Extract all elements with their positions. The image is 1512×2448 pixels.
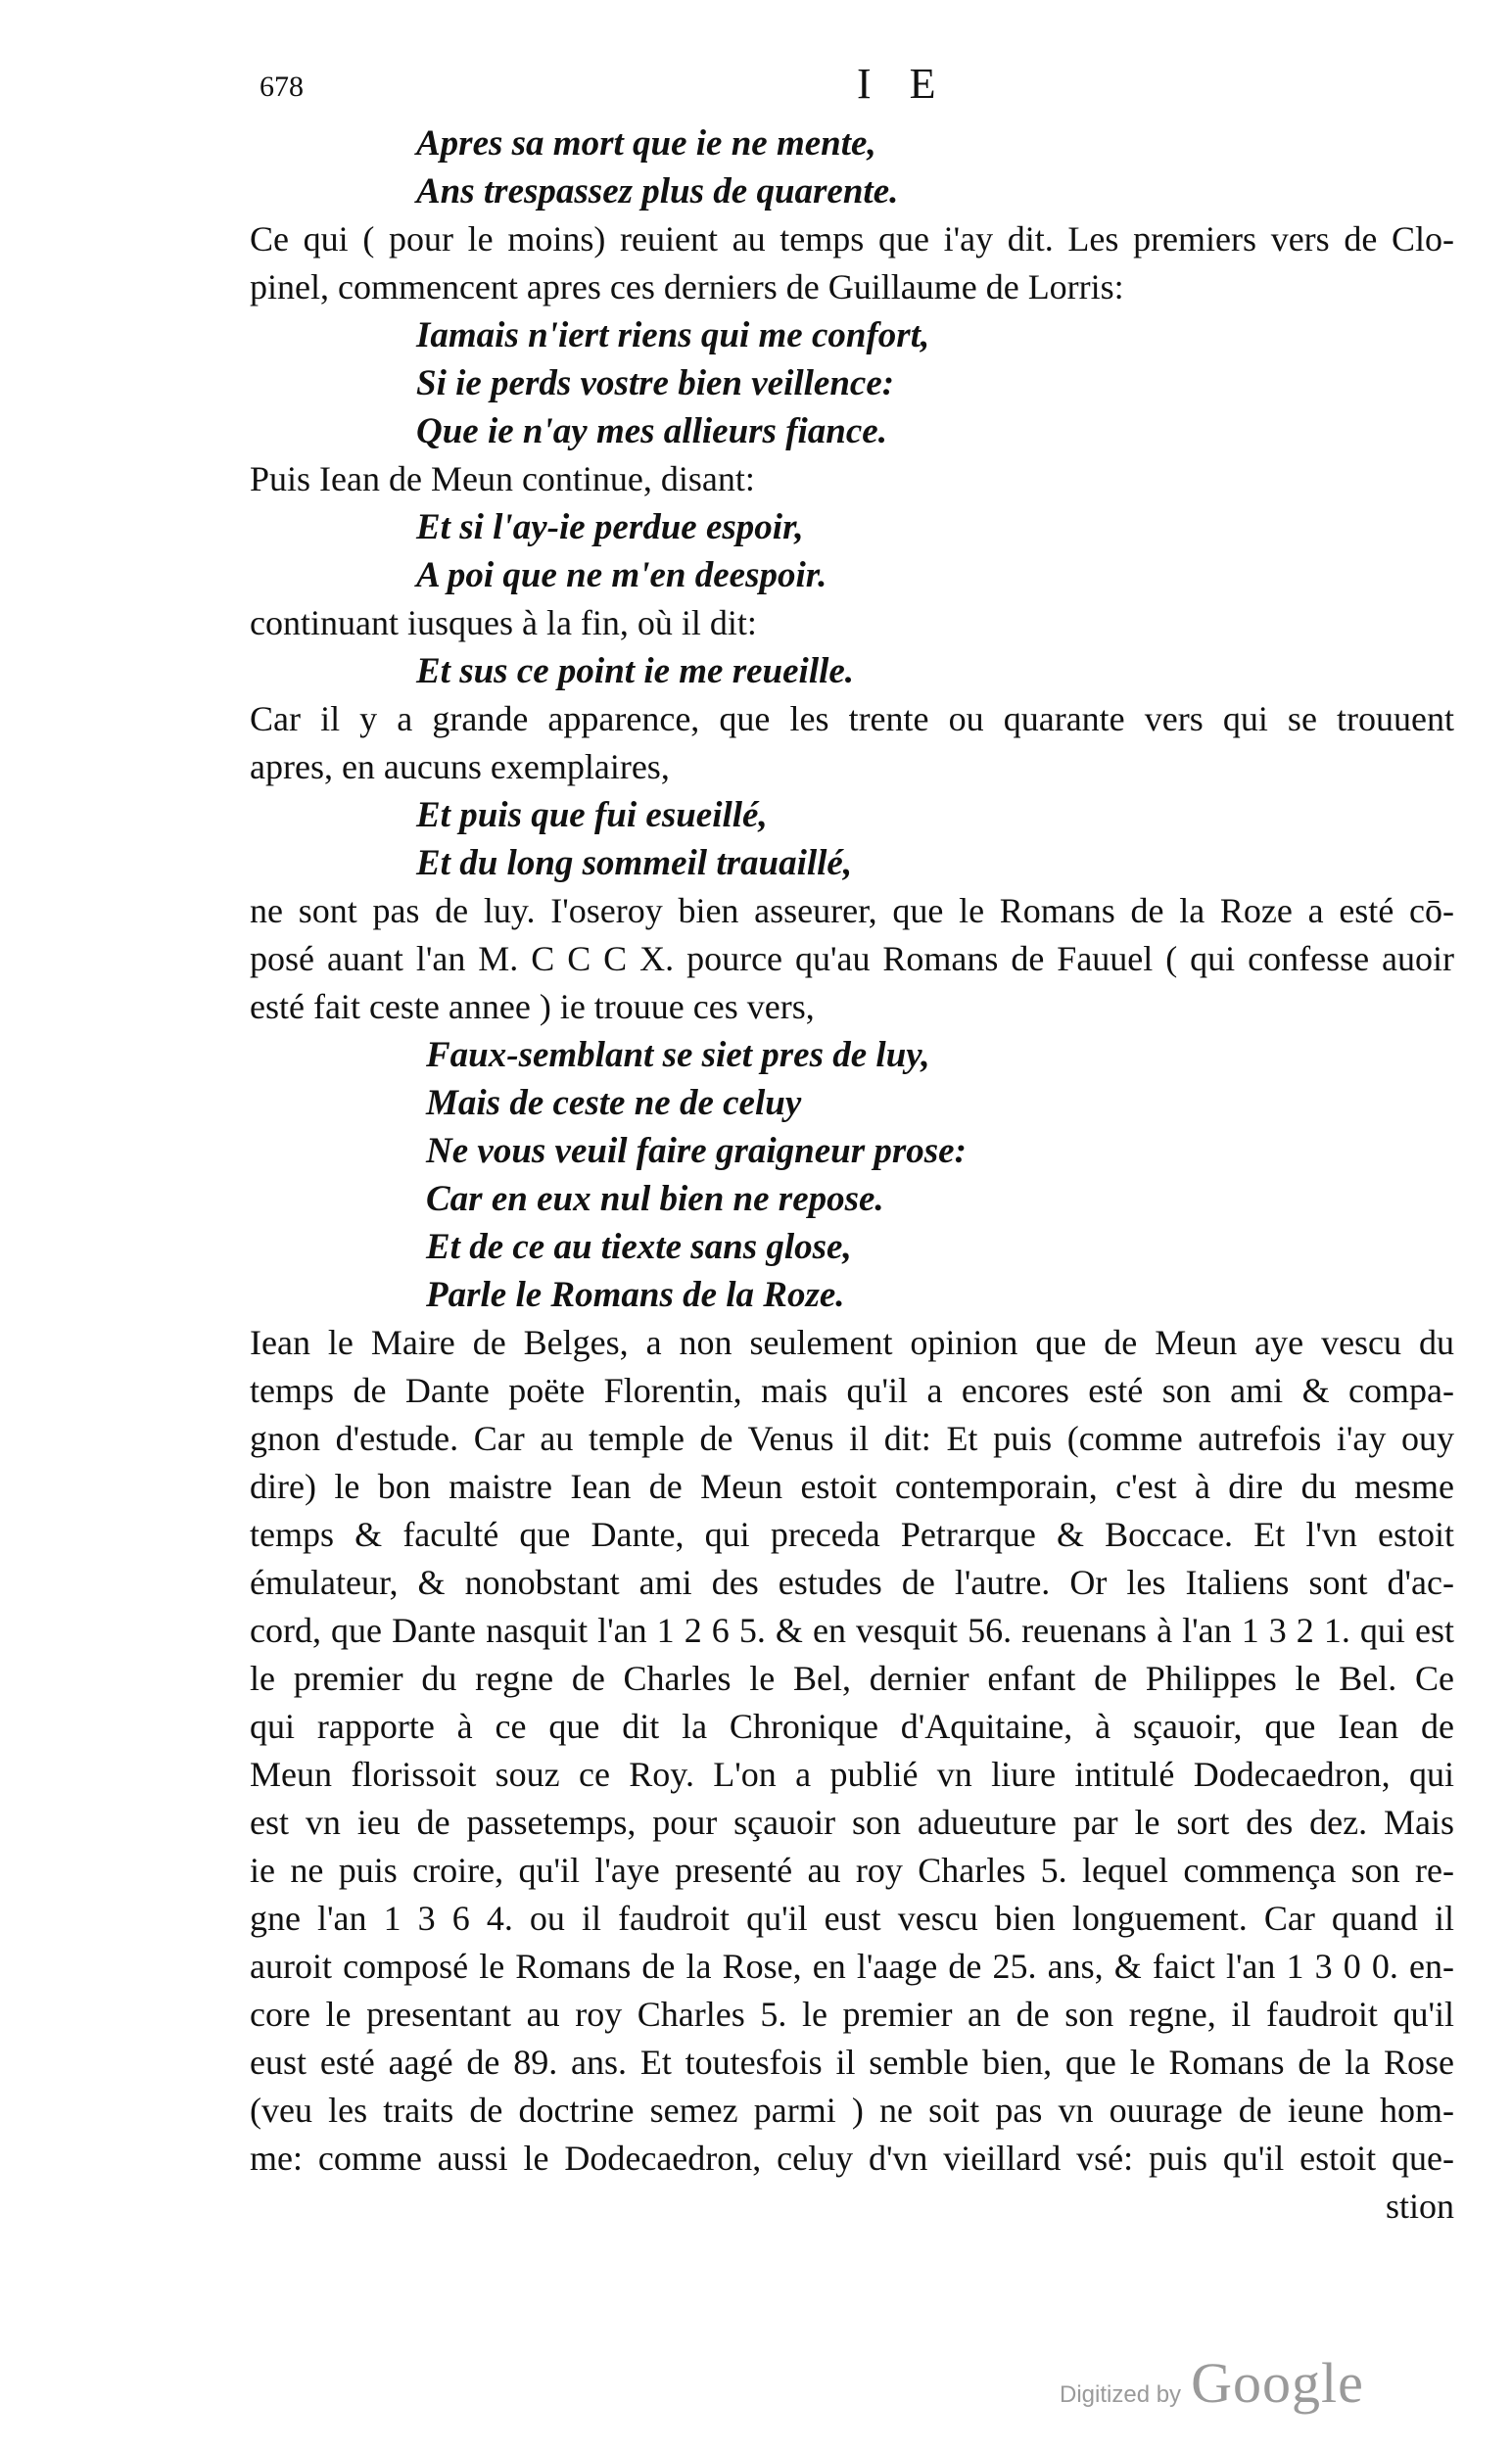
google-logo: Google bbox=[1191, 2351, 1364, 2415]
text-line: Car il y a grande apparence, que les trente ou quarante vers qui se trouuent bbox=[250, 699, 1454, 738]
text-line: stion bbox=[1385, 2187, 1454, 2226]
text-line: dire) le bon maistre Iean de Meun estoit contemporain, c'est à dire du mesme bbox=[250, 1467, 1454, 1506]
text-line: ie ne puis croire, qu'il l'aye presenté au roy Charles 5. lequel commença son re- bbox=[250, 1851, 1454, 1890]
text-line: pinel, commencent apres ces derniers de Guillaume de Lorris: bbox=[250, 267, 1124, 306]
verse-line: A poi que ne m'en deespoir. bbox=[416, 555, 827, 595]
text-line: temps de Dante poëte Florentin, mais qu'il a encores esté son ami & compa- bbox=[250, 1371, 1454, 1410]
main-text bbox=[250, 119, 1454, 2231]
verse-line: Apres sa mort que ie ne mente, bbox=[416, 123, 876, 164]
verse-line: Et si l'ay-ie perdue espoir, bbox=[416, 507, 804, 547]
text-line: émulateur, & nonobstant ami des estudes de l'autre. Or les Italiens sont d'ac- bbox=[250, 1563, 1454, 1602]
page-number: 678 bbox=[260, 71, 304, 103]
verse-line: Si ie perds vostre bien veillence: bbox=[416, 363, 895, 403]
text-line: gne l'an 1 3 6 4. ou il faudroit qu'il eust vescu bien longuement. Car quand il bbox=[250, 1899, 1454, 1938]
page-header bbox=[260, 59, 1385, 108]
text-line: gnon d'estude. Car au temple de Venus il dit: Et puis (comme autrefois i'ay ouy bbox=[250, 1419, 1454, 1458]
text-line: cord, que Dante nasquit l'an 1 2 6 5. & en vesquit 56. reuenans à l'an 1 3 2 1. qui est bbox=[250, 1611, 1454, 1650]
text-line: temps & faculté que Dante, qui preceda Petrarque & Boccace. Et l'vn estoit bbox=[250, 1515, 1454, 1554]
verse-line: Et sus ce point ie me reueille. bbox=[416, 651, 855, 691]
text-line: Ce qui ( pour le moins) reuient au temps que i'ay dit. Les premiers vers de Clo- bbox=[250, 219, 1454, 259]
text-line: apres, en aucuns exemplaires, bbox=[250, 747, 670, 786]
text-line: auroit composé le Romans de la Rose, en l'aage de 25. ans, & faict l'an 1 3 0 0. en- bbox=[250, 1947, 1454, 1986]
verse-line: Que ie n'ay mes allieurs fiance. bbox=[416, 411, 887, 451]
text-line: continuant iusques à la fin, où il dit: bbox=[250, 603, 757, 642]
verse-line: Parle le Romans de la Roze. bbox=[426, 1275, 845, 1315]
verse-line: Ans trespassez plus de quarente. bbox=[416, 171, 899, 212]
text-line: eust esté aagé de 89. ans. Et toutesfois il semble bien, que le Romans de la Rose bbox=[250, 2043, 1454, 2082]
verse-line: Et de ce au tiexte sans glose, bbox=[426, 1227, 852, 1267]
digitized-by-label: Digitized by bbox=[1060, 2381, 1182, 2408]
text-line: ne sont pas de luy. I'oseroy bien asseurer, que le Romans de la Roze a esté cō- bbox=[250, 891, 1454, 930]
verse-line: Iamais n'iert riens qui me confort, bbox=[416, 315, 930, 355]
verse-line: Et puis que fui esueillé, bbox=[416, 795, 768, 835]
text-line: le premier du regne de Charles le Bel, dernier enfant de Philippes le Bel. Ce bbox=[250, 1659, 1454, 1698]
verse-line: Et du long sommeil trauaillé, bbox=[416, 843, 853, 883]
verse-line: Mais de ceste ne de celuy bbox=[426, 1083, 802, 1123]
verse-line: Car en eux nul bien ne repose. bbox=[426, 1179, 884, 1219]
running-title: I E bbox=[857, 60, 950, 108]
text-line: est vn ieu de passetemps, pour sçauoir son adueuture par le sort des dez. Mais bbox=[250, 1803, 1454, 1842]
text-line: Puis Iean de Meun continue, disant: bbox=[250, 459, 755, 498]
text-line: esté fait ceste annee ) ie trouue ces vers, bbox=[250, 987, 815, 1026]
digitized-by-google-watermark bbox=[1060, 2350, 1364, 2416]
verse-line: Ne vous veuil faire graigneur prose: bbox=[426, 1131, 967, 1171]
text-line: qui rapporte à ce que dit la Chronique d'Aquitaine, à sçauoir, que Iean de bbox=[250, 1707, 1454, 1746]
verse-line: Faux-semblant se siet pres de luy, bbox=[426, 1035, 930, 1075]
text-line: core le presentant au roy Charles 5. le premier an de son regne, il faudroit qu'il bbox=[250, 1995, 1454, 2034]
text-line: me: comme aussi le Dodecaedron, celuy d'vn vieillard vsé: puis qu'il estoit que- bbox=[250, 2139, 1454, 2178]
text-line: (veu les traits de doctrine semez parmi ) ne soit pas vn ouurage de ieune hom- bbox=[250, 2091, 1454, 2130]
text-line: Meun florissoit souz ce Roy. L'on a publié vn liure intitulé Dodecaedron, qui bbox=[250, 1755, 1454, 1794]
text-line: Iean le Maire de Belges, a non seulement opinion que de Meun aye vescu du bbox=[250, 1323, 1454, 1362]
text-line: posé auant l'an M. C C C X. pource qu'au Romans de Fauuel ( qui confesse auoir bbox=[250, 939, 1454, 978]
